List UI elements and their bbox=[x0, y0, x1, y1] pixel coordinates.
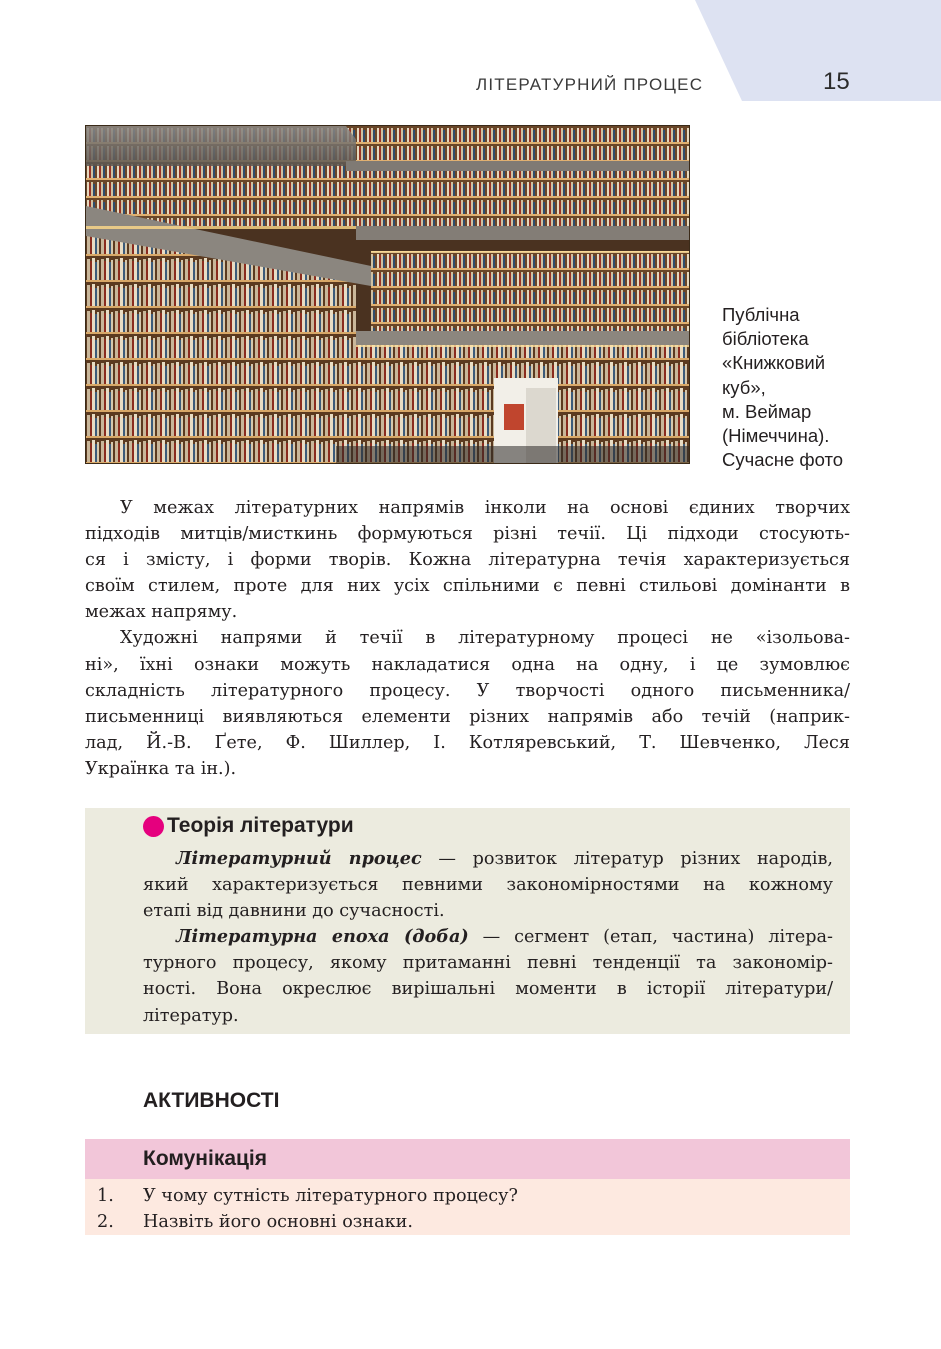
question-number: 1. bbox=[97, 1186, 114, 1206]
theory-title bbox=[143, 814, 354, 838]
theory-title-text: Теорія літератури bbox=[167, 814, 354, 837]
running-head: ЛІТЕРАТУРНИЙ ПРОЦЕС bbox=[476, 75, 704, 94]
page-corner-decoration bbox=[0, 0, 941, 110]
definition-2-line bbox=[143, 924, 833, 950]
term-literary-epoch: Літературна епоха (доба) bbox=[176, 926, 469, 948]
definition-1-start: — розвиток літератур різних народів, bbox=[421, 849, 833, 869]
definition-2-start: — сегмент (етап, частина) літера- bbox=[468, 927, 833, 948]
bullet-dot-icon bbox=[143, 816, 164, 837]
library-photo bbox=[85, 125, 690, 464]
definition-2-line: ності. Вона окреслює вирішальні моменти в історії літератури/ bbox=[143, 979, 833, 1000]
definition-1-line: який характеризується певними закономірностями на кожному bbox=[143, 875, 833, 896]
caption-line: куб», bbox=[722, 376, 766, 398]
definition-2-line: турного процесу, якому притаманні певні тенденції та закономір- bbox=[143, 953, 833, 974]
definition-1-line bbox=[143, 846, 833, 872]
paragraph-2-line: Художні напрями й течії в літературному процесі не «ізольова- bbox=[120, 628, 850, 649]
question-text: Назвіть його основні ознаки. bbox=[143, 1212, 413, 1232]
definition-1-line: етапі від давнини до сучасності. bbox=[143, 901, 445, 922]
caption-line: «Книжковий bbox=[722, 352, 826, 374]
caption-line: м. Веймар bbox=[722, 400, 812, 422]
caption-line: (Німеччина). bbox=[722, 425, 830, 447]
paragraph-1-line: межах напряму. bbox=[85, 602, 238, 623]
paragraph-1-line: підходів митців/мисткинь формуються різні течії. Ці підходи стосують- bbox=[85, 524, 850, 545]
theory-text bbox=[143, 846, 833, 1029]
caption-line: Сучасне фото bbox=[722, 449, 844, 471]
caption-line: Публічна bbox=[722, 304, 800, 325]
term-literary-process: Літературний процес bbox=[176, 848, 422, 869]
paragraph-2-line: Українка та ін.). bbox=[85, 758, 237, 779]
paragraph-2-line: ні», їхні ознаки можуть накладатися одна на одну, і це зумовлює bbox=[85, 654, 850, 675]
photo-caption bbox=[722, 303, 922, 472]
communication-title: Комунікація bbox=[143, 1147, 268, 1170]
definition-2-line: літератур. bbox=[143, 1005, 239, 1026]
paragraph-1-line: ся і змісту, і форми творів. Кожна літературна течія характеризується bbox=[85, 550, 850, 571]
paragraph-1-line: У межах літературних напрямів інколи на основі єдиних творчих bbox=[120, 498, 850, 518]
question-text: У чому сутність літературного процесу? bbox=[143, 1186, 518, 1206]
body-text bbox=[85, 495, 850, 782]
paragraph-2-line: письменниці виявляються елементи різних напрямів або течій (наприк- bbox=[85, 706, 850, 727]
paragraph-1-line: своїм стилем, проте для них усіх спільними є певні стильові домінанти в bbox=[85, 576, 850, 597]
caption-line: бібліотека bbox=[722, 328, 809, 350]
question-number: 2. bbox=[97, 1212, 114, 1232]
activities-heading: АКТИВНОСТІ bbox=[143, 1089, 280, 1112]
paragraph-2-line: складність літературного процесу. У творчості одного письменника/ bbox=[85, 680, 850, 701]
page-number: 15 bbox=[823, 68, 850, 95]
paragraph-2-line: лад, Й.-В. Ґете, Ф. Шиллер, І. Котляревський, Т. Шевченко, Леся bbox=[85, 732, 850, 753]
